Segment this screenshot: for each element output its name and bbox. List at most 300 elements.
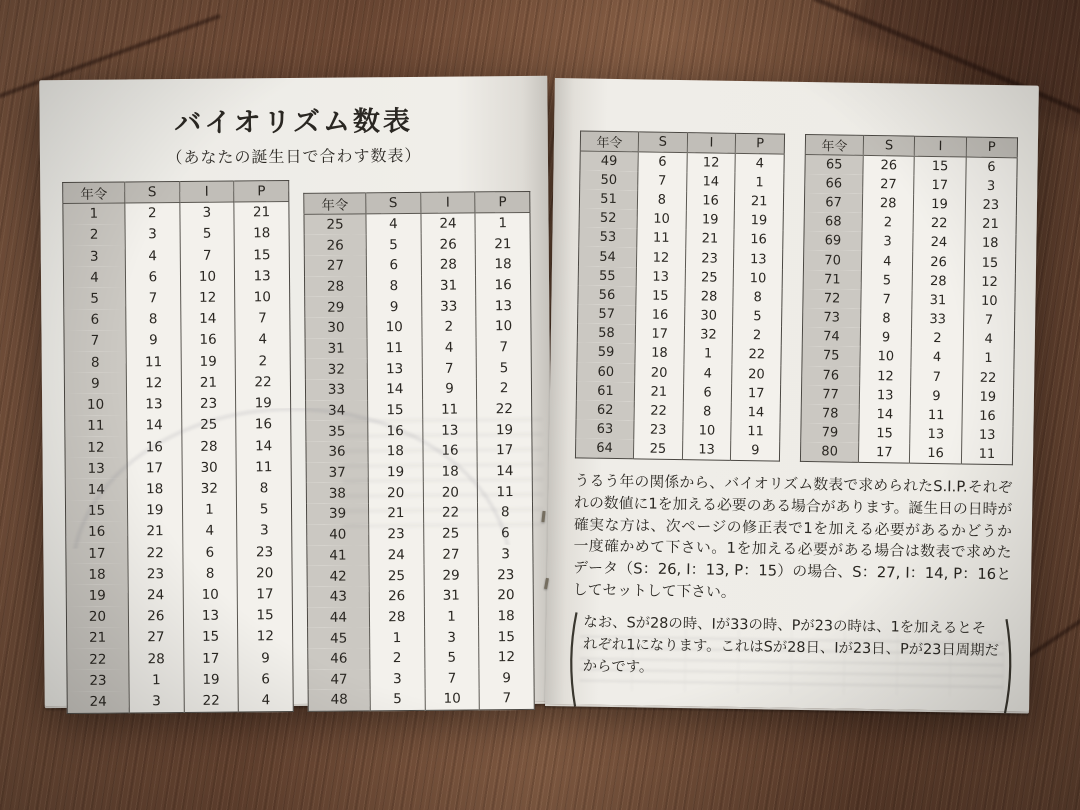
- table-row: [307, 605, 533, 628]
- table-cell: 15: [235, 244, 290, 266]
- table-cell: 11: [236, 456, 291, 478]
- table-cell: 21: [475, 233, 530, 254]
- table-cell: 16: [636, 305, 685, 325]
- table-row: [304, 233, 530, 256]
- table-cell: 9: [860, 328, 912, 348]
- table-cell: 7: [126, 287, 181, 309]
- table-row: [306, 399, 532, 422]
- table-cell: 19: [368, 462, 423, 483]
- table-cell: 12: [180, 287, 235, 309]
- table-cell: 68: [804, 212, 862, 232]
- table-cell: 5: [424, 647, 479, 668]
- column-header: 年令: [304, 193, 366, 215]
- table-cell: 33: [305, 379, 367, 400]
- table-cell: 1: [370, 627, 425, 648]
- table-cell: 17: [127, 457, 182, 479]
- table-cell: 22: [913, 214, 965, 234]
- table-row: [305, 378, 531, 401]
- table-cell: 6: [238, 668, 293, 690]
- table-cell: 22: [423, 503, 478, 524]
- table-cell: 26: [913, 252, 965, 272]
- table-cell: 57: [578, 304, 636, 324]
- table-cell: 60: [577, 362, 635, 382]
- table-cell: 27: [304, 255, 366, 276]
- table-cell: 16: [476, 275, 531, 296]
- table-cell: 16: [368, 420, 423, 441]
- table-cell: 39: [306, 503, 368, 524]
- table-cell: 7: [479, 688, 534, 709]
- table-cell: 1: [684, 344, 733, 364]
- table-cell: 32: [684, 325, 733, 345]
- table-cell: 59: [577, 343, 635, 363]
- table-cell: 22: [732, 345, 781, 365]
- table-cell: 11: [637, 229, 686, 249]
- table-cell: 15: [859, 424, 911, 444]
- table-cell: 23: [965, 195, 1017, 215]
- table-row: [64, 329, 290, 352]
- table-cell: 7: [638, 171, 687, 191]
- table-cell: 6: [64, 309, 126, 331]
- table-row: [67, 668, 293, 691]
- table-cell: 1: [963, 349, 1015, 369]
- table-cell: 4: [963, 330, 1015, 350]
- table-cell: 21: [128, 521, 183, 543]
- column-header: 年令: [805, 134, 863, 155]
- table-row: [64, 286, 290, 309]
- table-cell: 64: [575, 439, 633, 459]
- table-cell: 5: [733, 307, 782, 327]
- table-cell: 16: [236, 414, 291, 436]
- table-cell: 10: [637, 209, 686, 229]
- table-row: [306, 502, 532, 525]
- table-cell: 35: [306, 421, 368, 442]
- table-cell: 1: [424, 606, 479, 627]
- table-cell: 2: [912, 329, 964, 349]
- table-cell: 7: [235, 308, 290, 330]
- table-cell: 13: [961, 426, 1013, 446]
- table-cell: 5: [237, 499, 292, 521]
- table-cell: 7: [180, 244, 235, 266]
- table-cell: 58: [577, 324, 635, 344]
- left-page: [39, 76, 552, 710]
- table-cell: 19: [127, 500, 182, 522]
- table-cell: 12: [65, 436, 127, 458]
- biorhythm-table-ages-49-64: [575, 130, 785, 461]
- table-row: [66, 583, 292, 606]
- table-cell: 21: [965, 215, 1017, 235]
- table-cell: 22: [128, 542, 183, 564]
- table-cell: 38: [306, 483, 368, 504]
- column-header: I: [687, 133, 736, 154]
- table-row: [66, 605, 292, 628]
- table-row: [65, 435, 291, 458]
- table-cell: 47: [308, 669, 370, 690]
- table-cell: 6: [683, 383, 732, 403]
- table-cell: 4: [735, 153, 784, 173]
- table-cell: 5: [64, 288, 126, 310]
- table-cell: 8: [683, 402, 732, 422]
- table-cell: 23: [128, 563, 183, 585]
- table-row: [305, 275, 531, 298]
- table-cell: 2: [477, 378, 532, 399]
- table-cell: 18: [635, 344, 684, 364]
- table-cell: 18: [127, 478, 182, 500]
- table-cell: 16: [962, 406, 1014, 426]
- table-cell: 76: [802, 366, 860, 386]
- table-cell: 16: [910, 444, 962, 464]
- table-cell: 46: [308, 648, 370, 669]
- column-header: 年令: [63, 182, 125, 204]
- table-cell: 20: [237, 562, 292, 584]
- table-cell: 12: [126, 372, 181, 394]
- table-cell: 33: [912, 310, 964, 330]
- open-booklet: [42, 78, 1034, 710]
- table-cell: 17: [237, 583, 292, 605]
- table-row: [304, 254, 530, 277]
- table-cell: 13: [65, 458, 127, 480]
- table-cell: 14: [477, 461, 532, 482]
- table-cell: 51: [579, 189, 637, 209]
- table-cell: 28: [912, 271, 964, 291]
- table-cell: 3: [237, 520, 292, 542]
- table-cell: 24: [67, 691, 129, 713]
- table-cell: 12: [636, 248, 685, 268]
- table-row: [306, 440, 532, 463]
- table-cell: 17: [914, 175, 966, 195]
- table-cell: 16: [181, 329, 236, 351]
- right-page: [545, 78, 1039, 712]
- table-cell: 50: [580, 170, 638, 190]
- table-cell: 13: [127, 393, 182, 415]
- table-cell: 22: [236, 371, 291, 393]
- table-cell: 14: [180, 308, 235, 330]
- table-row: [64, 350, 290, 373]
- cycle-note: [565, 609, 1017, 716]
- table-cell: 19: [66, 585, 128, 607]
- table-cell: 13: [422, 420, 477, 441]
- table-cell: 21: [634, 382, 683, 402]
- table-cell: 34: [306, 400, 368, 421]
- table-cell: 65: [805, 154, 863, 174]
- table-cell: 13: [910, 425, 962, 445]
- table-cell: 31: [421, 275, 476, 296]
- table-row: [66, 541, 292, 564]
- table-cell: 52: [579, 209, 637, 229]
- table-cell: 30: [182, 457, 237, 479]
- table-row: [67, 690, 293, 713]
- table-cell: 23: [634, 420, 683, 440]
- table-cell: 10: [183, 584, 238, 606]
- column-header: S: [638, 132, 687, 153]
- table-cell: 2: [422, 316, 477, 337]
- table-cell: 23: [369, 524, 424, 545]
- table-cell: 15: [636, 286, 685, 306]
- table-cell: 49: [580, 151, 638, 171]
- table-cell: 16: [66, 521, 128, 543]
- table-cell: 12: [238, 626, 293, 648]
- table-cell: 13: [734, 249, 783, 269]
- page-title: バイオリズム数表: [174, 105, 414, 140]
- table-cell: 13: [367, 358, 422, 379]
- table-cell: 9: [64, 373, 126, 395]
- table-cell: 19: [236, 393, 291, 415]
- table-cell: 8: [861, 309, 913, 329]
- table-cell: 20: [635, 363, 684, 383]
- table-cell: 22: [184, 690, 239, 712]
- column-header: S: [863, 135, 915, 156]
- table-cell: 17: [183, 648, 238, 670]
- table-cell: 18: [234, 223, 289, 245]
- table-cell: 13: [859, 386, 911, 406]
- table-cell: 23: [181, 393, 236, 415]
- table-row: [308, 668, 534, 691]
- table-row: [307, 543, 533, 566]
- table-row: [64, 308, 290, 331]
- table-row: [307, 523, 533, 546]
- table-row: [65, 414, 291, 437]
- table-cell: 20: [66, 606, 128, 628]
- right-page-tables: [549, 130, 1038, 466]
- table-cell: 9: [911, 386, 963, 406]
- table-cell: 37: [306, 462, 368, 483]
- table-cell: 19: [962, 387, 1014, 407]
- table-row: [64, 371, 290, 394]
- table-cell: 24: [421, 213, 476, 234]
- table-cell: 28: [305, 276, 367, 297]
- table-cell: 14: [65, 479, 127, 501]
- table-cell: 26: [128, 606, 183, 628]
- table-cell: 21: [181, 372, 236, 394]
- table-cell: 12: [860, 366, 912, 386]
- table-cell: 43: [307, 586, 369, 607]
- table-cell: 8: [64, 352, 126, 374]
- table-cell: 3: [129, 691, 184, 713]
- table-cell: 7: [422, 358, 477, 379]
- table-cell: 9: [367, 296, 422, 317]
- table-cell: 70: [804, 250, 862, 270]
- table-cell: 8: [183, 563, 238, 585]
- table-cell: 3: [125, 224, 180, 246]
- table-cell: 28: [421, 254, 476, 275]
- table-cell: 32: [305, 359, 367, 380]
- table-cell: 19: [734, 211, 783, 231]
- table-header-row: [304, 191, 530, 214]
- table-cell: 14: [236, 435, 291, 457]
- table-cell: 22: [962, 368, 1014, 388]
- table-cell: 2: [63, 224, 125, 246]
- table-cell: 3: [370, 669, 425, 690]
- table-cell: 15: [914, 156, 966, 176]
- table-cell: 25: [633, 440, 682, 460]
- table-cell: 31: [912, 290, 964, 310]
- cycle-note-text: なお、Sが28の時、Iが33の時、Pが23の時は、1を加えるとそれぞれ1になります。これはSが28日、Iが23日、Pが23日周期だからです。: [582, 614, 1000, 676]
- table-cell: 11: [422, 399, 477, 420]
- table-cell: 28: [369, 606, 424, 627]
- table-cell: 11: [65, 415, 127, 437]
- table-cell: 62: [576, 400, 634, 420]
- table-cell: 17: [66, 542, 128, 564]
- table-cell: 19: [914, 195, 966, 215]
- column-header: I: [179, 181, 234, 202]
- table-cell: 6: [182, 542, 237, 564]
- table-cell: 4: [683, 364, 732, 384]
- table-row: [63, 265, 289, 288]
- table-cell: 6: [478, 523, 533, 544]
- table-cell: 55: [578, 266, 636, 286]
- column-header: S: [366, 192, 421, 213]
- table-row: [305, 295, 531, 318]
- table-cell: 26: [369, 586, 424, 607]
- table-cell: 41: [307, 545, 369, 566]
- column-header: P: [234, 181, 289, 202]
- table-cell: 27: [129, 627, 184, 649]
- table-cell: 21: [735, 192, 784, 212]
- table-cell: 29: [424, 565, 479, 586]
- table-cell: 8: [733, 288, 782, 308]
- table-cell: 16: [686, 191, 735, 211]
- table-cell: 18: [964, 234, 1016, 254]
- table-cell: 9: [238, 647, 293, 669]
- table-cell: 8: [237, 477, 292, 499]
- table-cell: 27: [863, 175, 915, 195]
- table-cell: 13: [682, 440, 731, 460]
- table-header-row: [805, 134, 1017, 157]
- table-cell: 30: [684, 306, 733, 326]
- table-row: [800, 442, 1012, 465]
- table-cell: 17: [477, 440, 532, 461]
- table-cell: 6: [966, 157, 1018, 177]
- table-cell: 17: [858, 443, 910, 463]
- table-cell: 9: [422, 378, 477, 399]
- table-row: [65, 456, 291, 479]
- table-row: [307, 564, 533, 587]
- table-cell: 13: [476, 295, 531, 316]
- table-cell: 9: [126, 330, 181, 352]
- table-cell: 15: [238, 605, 293, 627]
- table-cell: 7: [425, 668, 480, 689]
- table-cell: 2: [370, 648, 425, 669]
- table-cell: 7: [476, 337, 531, 358]
- table-cell: 4: [125, 245, 180, 267]
- table-cell: 8: [478, 502, 533, 523]
- table-cell: 31: [305, 338, 367, 359]
- table-cell: 2: [235, 350, 290, 372]
- table-cell: 44: [307, 607, 369, 628]
- table-cell: 29: [305, 297, 367, 318]
- table-header-row: [63, 181, 289, 204]
- table-cell: 28: [129, 648, 184, 670]
- table-cell: 69: [804, 231, 862, 251]
- table-cell: 15: [65, 500, 127, 522]
- biorhythm-table-ages-25-48: [303, 191, 535, 711]
- table-cell: 4: [238, 690, 293, 712]
- table-cell: 12: [479, 647, 534, 668]
- table-header-row: [580, 131, 784, 154]
- table-cell: 14: [859, 405, 911, 425]
- table-cell: 40: [307, 524, 369, 545]
- table-cell: 56: [578, 285, 636, 305]
- table-cell: 78: [801, 404, 859, 424]
- table-cell: 5: [366, 234, 421, 255]
- table-cell: 33: [421, 296, 476, 317]
- column-header: P: [736, 133, 785, 154]
- table-row: [308, 688, 534, 711]
- table-cell: 2: [733, 326, 782, 346]
- table-cell: 24: [128, 584, 183, 606]
- table-cell: 20: [732, 364, 781, 384]
- table-cell: 3: [63, 245, 125, 267]
- table-cell: 32: [182, 478, 237, 500]
- table-cell: 6: [638, 152, 687, 172]
- table-cell: 67: [804, 193, 862, 213]
- table-cell: 1: [182, 499, 237, 521]
- table-cell: 24: [369, 544, 424, 565]
- table-cell: 5: [477, 357, 532, 378]
- table-cell: 25: [685, 268, 734, 288]
- table-cell: 2: [862, 213, 914, 233]
- table-cell: 15: [479, 626, 534, 647]
- column-header: P: [966, 137, 1018, 158]
- table-row: [65, 393, 291, 416]
- close-paren-icon: [1003, 616, 1017, 716]
- table-row: [306, 481, 532, 504]
- table-cell: 16: [127, 436, 182, 458]
- table-cell: 10: [734, 268, 783, 288]
- table-cell: 4: [911, 348, 963, 368]
- table-cell: 14: [686, 172, 735, 192]
- table-cell: 19: [477, 419, 532, 440]
- table-row: [63, 202, 289, 225]
- table-cell: 45: [308, 628, 370, 649]
- table-cell: 22: [477, 399, 532, 420]
- table-cell: 8: [126, 309, 181, 331]
- table-cell: 4: [182, 520, 237, 542]
- table-cell: 3: [478, 543, 533, 564]
- table-row: [63, 244, 289, 267]
- table-cell: 10: [65, 394, 127, 416]
- table-cell: 6: [366, 255, 421, 276]
- table-cell: 4: [861, 251, 913, 271]
- table-cell: 1: [129, 669, 184, 691]
- table-row: [305, 337, 531, 360]
- table-cell: 9: [731, 441, 780, 461]
- table-cell: 18: [479, 605, 534, 626]
- column-header: I: [915, 136, 967, 157]
- table-cell: 26: [304, 235, 366, 256]
- table-cell: 1: [475, 212, 530, 233]
- table-cell: 28: [182, 435, 237, 457]
- table-cell: 23: [237, 541, 292, 563]
- table-cell: 54: [578, 247, 636, 267]
- table-cell: 14: [367, 379, 422, 400]
- table-cell: 73: [803, 308, 861, 328]
- table-cell: 10: [682, 421, 731, 441]
- table-cell: 10: [860, 347, 912, 367]
- table-row: [65, 499, 291, 522]
- table-cell: 15: [368, 400, 423, 421]
- table-cell: 14: [731, 403, 780, 423]
- table-cell: 11: [961, 445, 1013, 465]
- table-cell: 4: [366, 213, 421, 234]
- table-cell: 21: [234, 202, 289, 224]
- table-row: [63, 223, 289, 246]
- table-cell: 28: [685, 287, 734, 307]
- table-cell: 17: [635, 325, 684, 345]
- table-cell: 25: [181, 414, 236, 436]
- table-cell: 26: [421, 234, 476, 255]
- table-cell: 12: [964, 272, 1016, 292]
- table-row: [575, 439, 779, 461]
